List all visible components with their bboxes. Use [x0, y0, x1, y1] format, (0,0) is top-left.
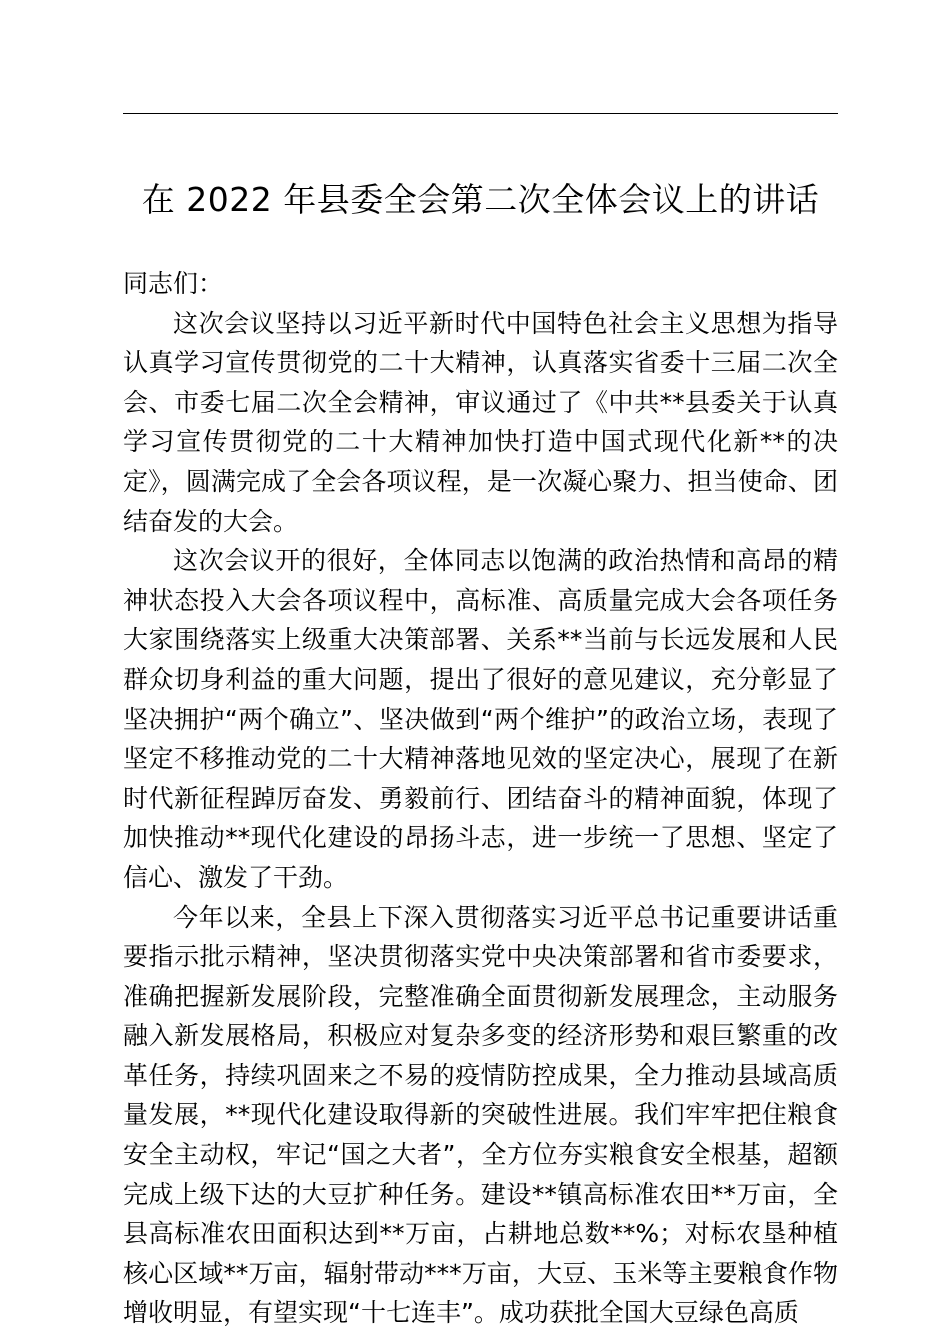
document-title: 在 2022 年县委全会第二次全体会议上的讲话 [141, 180, 820, 219]
salutation: 同志们： [123, 269, 224, 298]
paragraph-3: 今年以来，全县上下深入贯彻落实习近平总书记重要讲话重要指示批示精神，坚决贯彻落实党中央决策部署和省市委要求，准确把握新发展阶段，完整准确全面贯彻新发展理念，主动服务融入新发展格局，积极应对复杂多变的经济形势和艰巨繁重的改革任务，持续巩固来之不易的疫情防控成果，全力推动县域高质量发展，**现代化建设取得新的突破性进展。我们牢牢把住粮食安全主动权，牢记“国之大者”，全方位夯实粮食安全根基，超额完成上级下达的大豆扩种任务。建设**镇高标准农田**万亩，全县高标准农田面积达到**万亩，占耕地总数**%；对标农垦种植核心区域**万亩，辐射带动***万亩，大豆、玉米等主要粮食作物增收明显，有望实现“十七连丰”。成功获批全国大豆绿色高质 [123, 902, 838, 1328]
paragraph-1: 这次会议坚持以习近平新时代中国特色社会主义思想为指导认真学习宣传贯彻党的二十大精神，认真落实省委十三届二次全会、市委七届二次全会精神，审议通过了《中共**县委关于认真学习宣传贯彻党的二十大精神加快打造中国式现代化新**的决定》，圆满完成了全会各项议程，是一次凝心聚力、担当使命、团结奋发的大会。 [123, 308, 838, 536]
header-rule [123, 113, 838, 114]
paragraph-2: 这次会议开的很好，全体同志以饱满的政治热情和高昂的精神状态投入大会各项议程中，高标准、高质量完成大会各项任务大家围绕落实上级重大决策部署、关系**当前与长远发展和人民群众切身利益的重大问题，提出了很好的意见建议，充分彰显了坚决拥护“两个确立”、坚决做到“两个维护”的政治立场，表现了坚定不移推动党的二十大精神落地见效的坚定决心，展现了在新时代新征程踔厉奋发、勇毅前行、团结奋斗的精神面貌，体现了加快推动**现代化建设的昂扬斗志，进一步统一了思想、坚定了信心、激发了干劲。 [123, 546, 838, 892]
document-body [123, 264, 838, 1333]
